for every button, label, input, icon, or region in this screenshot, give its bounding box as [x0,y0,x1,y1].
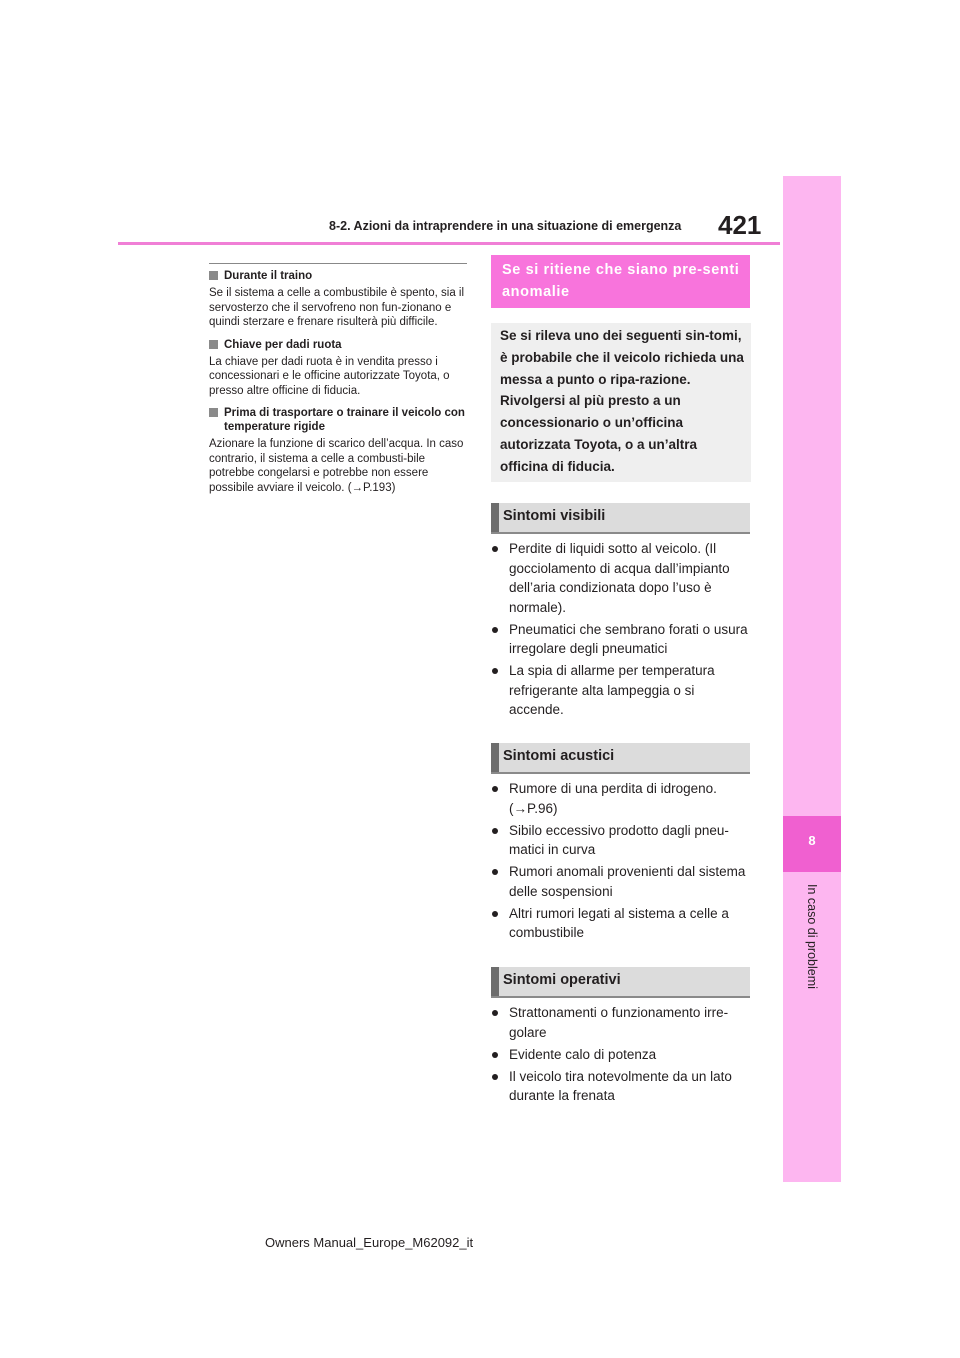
notes-top-rule [209,263,467,264]
note-heading: Durante il traino [224,270,313,282]
note-body: La chiave per dadi ruota è in vendita presso i concessionari e le officine autorizzate Toyota, o presso altre officine di fiducia. [209,355,450,397]
bullet-dot-icon [492,828,498,834]
list-item: Perdite di liquidi sotto al veicolo. (Il gocciolamento di acqua dall’impianto dell’aria condizionata dopo l’uso è normale). [491,539,751,617]
section-title: Se si ritiene che siano pre-senti anomalie [502,262,740,300]
note-wheel-nut-wrench [209,338,467,399]
subsection-heading: Sintomi acustici [503,748,615,764]
square-bullet-icon [209,408,218,417]
subsection-header-operational [491,967,750,998]
subsection-heading: Sintomi visibili [503,508,606,524]
running-header: 8-2. Azioni da intraprendere in una situazione di emergenza [329,219,682,233]
bullet-dot-icon [492,668,498,674]
bullet-dot-icon [492,1010,498,1016]
note-cold-temperatures [209,406,467,495]
subsection-marker [491,743,499,772]
square-bullet-icon [209,340,218,349]
list-item: La spia di allarme per temperatura refrigerante alta lampeggia o si accende. [491,661,751,720]
page-number: 421 [718,210,762,240]
list-item: Evidente calo di potenza [491,1045,751,1065]
chapter-title: In caso di problemi [805,884,819,989]
note-body: Se il sistema a celle a combustibile è spento, sia il servosterzo che il servofreno non fun-zionano e quindi sterzare e frenare risulterà più difficile. [209,287,465,328]
subsection-heading: Sintomi operativi [503,972,621,988]
list-item: Rumore di una perdita di idrogeno. (→P.96) [491,779,751,818]
bullet-dot-icon [492,869,498,875]
list-item: Rumori anomali provenienti dal sistema delle sospensioni [491,862,751,901]
list-item: Strattonamenti o funzionamento irre-golare [491,1003,751,1042]
notes-column [209,263,467,503]
subsection-header-visible [491,503,750,534]
note-heading: Prima di trasportare o trainare il veicolo con temperature rigide [224,407,465,433]
list-item: Altri rumori legati al sistema a celle a combustibile [491,904,751,943]
bullet-dot-icon [492,1052,498,1058]
header-rule [118,242,780,245]
bullet-dot-icon [492,786,498,792]
intro-text: Se si rileva uno dei seguenti sin-tomi, è probabile che il veicolo richieda una messa a punto o ripa-razione. Rivolgersi al più presto a un concessionario o un’officina autorizzata Toyota, o a un’altra officina di fiducia. [500,328,744,474]
note-heading: Chiave per dadi ruota [224,338,342,351]
list-item: Pneumatici che sembrano forati o usura irregolare degli pneumatici [491,620,751,659]
footer-document-id: Owners Manual_Europe_M62092_it [265,1235,474,1250]
chapter-number: 8 [808,833,816,848]
bullet-dot-icon [492,911,498,917]
acoustic-symptoms-list [491,779,751,945]
list-item: Sibilo eccessivo prodotto dagli pneu-matici in curva [491,821,751,860]
bullet-dot-icon [492,546,498,552]
visible-symptoms-list [491,539,751,722]
subsection-header-acoustic [491,743,750,774]
subsection-marker [491,503,499,532]
list-item: Il veicolo tira notevolmente da un lato durante la frenata [491,1067,751,1106]
note-body: Azionare la funzione di scarico dell’acqua. In caso contrario, il sistema a celle a combusti-bile potrebbe congelarsi e potrebbe non essere possibile avviare il veicolo. (→P.193) [209,438,464,494]
chapter-side-tab [783,176,841,1182]
square-bullet-icon [209,271,218,280]
subsection-marker [491,967,499,996]
note-towing [209,269,467,330]
bullet-dot-icon [492,1074,498,1080]
bullet-dot-icon [492,627,498,633]
operational-symptoms-list [491,1003,751,1108]
